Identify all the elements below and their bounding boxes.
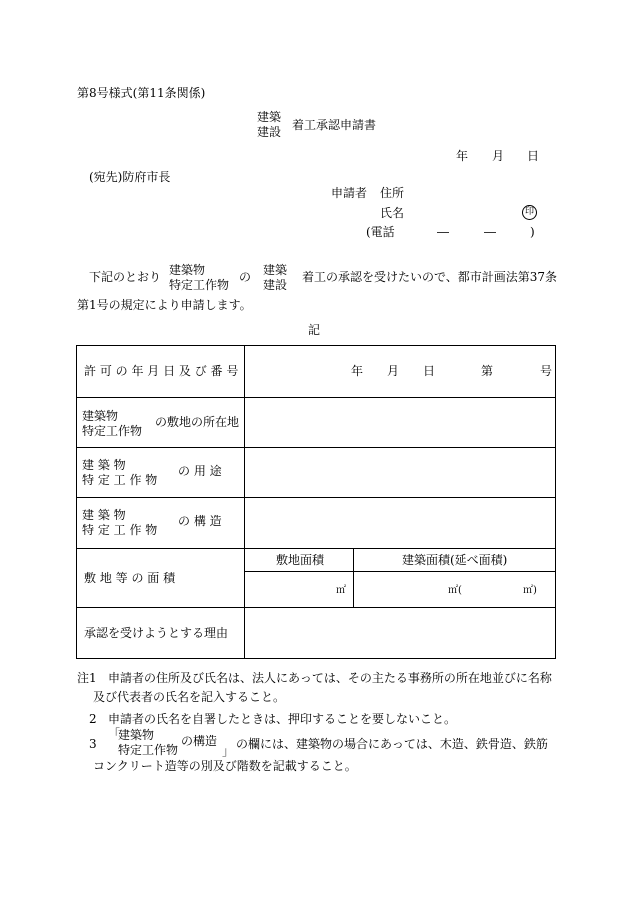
row-site-label: の敷地の所在地 [155, 415, 240, 429]
addressee: (宛先)防府市長 [89, 170, 171, 184]
row-site-option-structure: 特定工作物 [82, 424, 143, 438]
building-area-field[interactable] [354, 572, 554, 606]
date-month: 月 [492, 149, 505, 163]
site-area-field[interactable] [245, 572, 352, 606]
row-use-option-building: 建 築 物 [82, 458, 126, 472]
body-particle: の [239, 270, 252, 284]
body-text-intro: 下記のとおり [89, 270, 162, 284]
phone-close: ) [530, 225, 535, 239]
body-text-continued: 第1号の規定により申請します。 [77, 298, 252, 312]
note-2-text: 申請者の氏名を自署したときは、押印することを要しないこと。 [108, 712, 457, 726]
row-site-options [82, 409, 142, 439]
applicant-label: 申請者 [331, 186, 368, 200]
note-2-number: 2 [89, 712, 97, 726]
table-row-divider [77, 548, 555, 549]
form-number: 第8号様式(第11条関係) [77, 86, 206, 100]
note-3-options [118, 728, 178, 758]
applicant-name-label: 氏名 [380, 206, 405, 220]
page-title: 着工承認申請書 [292, 118, 377, 132]
row-structure-label: の 構 造 [178, 514, 222, 528]
note-1-number: 注1 [77, 671, 97, 685]
date-day: 日 [527, 149, 540, 163]
row-permit-go: 号 [540, 364, 553, 378]
site-area-unit: ㎡ [336, 585, 346, 596]
body-option-construct: 建設 [263, 278, 288, 292]
note-3-structure-label: の構造 [181, 734, 218, 748]
row-reason-label: 承認を受けようとする理由 [84, 626, 229, 640]
note-3-line-1: の欄には、建築物の場合にあっては、木造、鉄骨造、鉄筋 [236, 737, 548, 751]
application-table [76, 345, 556, 659]
title-options [257, 110, 281, 140]
note-1-line-2: 及び代表者の氏名を記入すること。 [93, 690, 286, 704]
note-3-line-2: コンクリート造等の別及び階数を記載すること。 [93, 759, 357, 773]
note-3-option-building: 建築物 [118, 728, 155, 742]
date-year: 年 [456, 149, 469, 163]
title-option-building: 建築 [257, 110, 282, 124]
reason-field[interactable] [245, 608, 554, 658]
note-3-open-bracket: 「 [108, 727, 121, 741]
row-area-label: 敷 地 等 の 面 積 [84, 571, 176, 585]
row-permit-dai: 第 [481, 364, 494, 378]
note-1-line-1: 申請者の住所及び氏名は、法人にあっては、その主たる事務所の所在地並びに名称 [108, 671, 552, 685]
row-site-option-building: 建築物 [82, 409, 119, 423]
row-permit-month: 月 [387, 364, 400, 378]
floor-area-unit: ㎡) [523, 585, 537, 596]
note-3-option-structure: 特定工作物 [118, 743, 179, 757]
site-location-field[interactable] [245, 398, 554, 446]
site-area-header: 敷地面積 [276, 553, 325, 567]
row-use-options [82, 458, 157, 488]
body-option-structure [169, 263, 229, 293]
title-option-construction: 建設 [257, 125, 282, 139]
ki-heading: 記 [308, 323, 321, 337]
row-use-option-structure: 特 定 工 作 物 [82, 473, 158, 487]
body-option-specific-structure: 特定工作物 [169, 278, 230, 292]
building-area-unit: ㎡( [448, 585, 462, 596]
building-area-header: 建築面積(延べ面積) [402, 553, 508, 567]
row-permit-day: 日 [423, 364, 436, 378]
body-text-main: 着工の承認を受けたいので、都市計画法第37条 [302, 270, 558, 284]
phone-dash-2: ― [484, 225, 496, 239]
row-use-label: の 用 途 [178, 464, 222, 478]
row-structure-option-structure: 特 定 工 作 物 [82, 523, 158, 537]
note-3-close-bracket: 」 [222, 744, 235, 758]
phone-dash-1: ― [437, 225, 449, 239]
applicant-address-label: 住所 [380, 186, 405, 200]
permit-date-number-field[interactable] [245, 347, 554, 396]
use-field[interactable] [245, 448, 554, 496]
row-structure-option-building: 建 築 物 [82, 508, 126, 522]
note-3-number: 3 [89, 737, 97, 751]
phone-label: (電話 [366, 225, 395, 239]
row-permit-year: 年 [351, 364, 364, 378]
seal-mark: 印 [522, 205, 537, 220]
row-permit-label: 許 可 の 年 月 日 及 び 番 号 [84, 364, 239, 378]
structure-field[interactable] [245, 498, 554, 547]
body-option-building: 建築物 [169, 263, 206, 277]
body-option-action [263, 263, 287, 293]
body-option-build: 建築 [263, 263, 288, 277]
row-structure-options [82, 508, 157, 538]
